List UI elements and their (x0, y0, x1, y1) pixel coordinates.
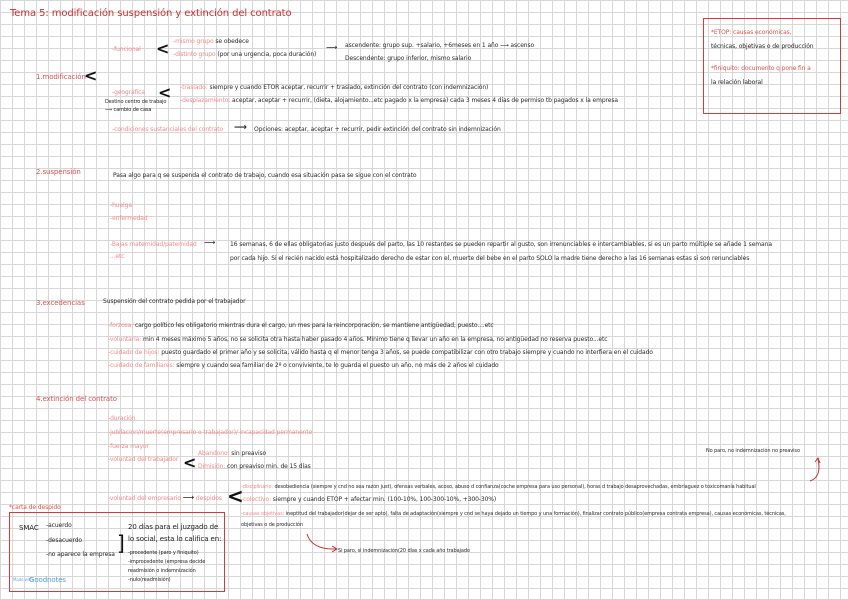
enfermedad-item: -enfermedad (110, 215, 148, 222)
excedencias-definition: Suspensión del contrato pedida por el trabajador (103, 298, 246, 305)
brace-icon: < (227, 484, 244, 508)
curved-arrow-icon (808, 455, 824, 483)
readmision-item: readmisión o indemnización (128, 568, 196, 574)
goodnotes-watermark: Goodnotes (29, 576, 66, 584)
hijos-line: -cuidado de hijos: puesto guardado el primer año y se solicita, válido hasta q el menor tenga 3 años, se puede compatibilizar con otro trabajo siempre y cuando no interfiera en el cuidado (108, 349, 653, 356)
mismo-grupo: -mismo grupo se obedece (173, 38, 249, 45)
no-aparece-item: -no aparece la empresa (46, 551, 115, 558)
nulo-item: -nulo(readmisión) (128, 577, 171, 583)
descendente-text: Descendente: grupo inferior, mismo salario (345, 55, 472, 62)
voluntaria-line: -voluntaria: min 4 meses máximo 5 años, no se solicita otra hasta haber pasado 4 años. Mínimo tiene q llevar un año en la empresa, no antigüedad no reserva puesto...etc (108, 336, 608, 343)
dias-text-2: lo social, esta lo califica en: (128, 535, 222, 543)
sustanciales-text: Opciones: aceptar, aceptar + recurrir, pedir extinción del contrato sin indemnización (254, 126, 501, 133)
brace-icon: < (158, 83, 172, 102)
voluntad-empresario-item: -voluntad del empresario ⟶ despidos (108, 493, 222, 502)
voluntad-trabajador-item: -voluntad del trabajador (108, 456, 179, 463)
objetivas-line-2: objetivas o de producción (241, 522, 303, 528)
smac-label: SMAC (19, 524, 39, 532)
brace-icon: < (84, 66, 98, 85)
definitions-box (703, 18, 841, 114)
abandono-line: Abandono: sin preaviso (198, 450, 267, 457)
page-title: Tema 5: modificación suspensión y extinción del contrato (10, 8, 292, 19)
acuerdo-item: -acuerdo (46, 522, 72, 529)
section-1-heading: 1.modificación (36, 73, 86, 81)
geo-note: Destino centro de trabajo (105, 99, 167, 105)
colectivo-line: -colectivo: siempre y cuando ETOP + afectar min. (100-10%, 100-300-10%, +300-30%) (241, 496, 497, 503)
funcional-label: -funcional (112, 46, 141, 53)
si-paro-note: Si paro, si indemnización(20 días x cada año trabajado (338, 548, 470, 554)
carta-despido-label: *carta de despido (9, 504, 61, 511)
improcedente-item: -improcedente (empresa decide (128, 559, 206, 565)
suspension-definition: Pasa algo para q se suspenda el contrato de trabajo, cuando esa situación pasa se sigue con el contrato (113, 172, 417, 179)
arrow-icon: ⟶ (326, 43, 338, 52)
desplazamiento-line: -desplazamiento: aceptar, aceptar + recurrir, (dieta, alojamiento...etc pagado x la empresa) cada 3 meses 4 días de permiso tb pagados x la empresa (180, 97, 618, 104)
arrow-icon: ⟶ (204, 238, 216, 247)
geo-note-2: ⟹ cambio de casa (105, 107, 152, 113)
distinto-grupo: -distinto grupo (por una urgencia, poca duración) (173, 51, 317, 58)
duracion-item: -duración (108, 415, 136, 422)
procedente-item: -procedente (paro y finiquito) (128, 550, 199, 556)
huelga-item: -huelga (110, 202, 132, 209)
disciplinario-line: -disciplinario: desobediencia (siempre y cnd no sea razón just), ofensas verbales, acoso, abuso d confianza(coche empresa para uso personal), horas d trabajo desaprovechadas, embriaguez o toxicomanía habitual (241, 484, 756, 490)
traslado-line: -traslado: siempre y cuando ETOR aceptar, recurrir + traslado, extinción del contrato (con indemnización) (180, 84, 489, 91)
ascendente-text: ascendente: grupo sup. +salario, +6meses en 1 año ⟶ ascenso (345, 42, 535, 49)
curved-arrow-icon (304, 532, 340, 554)
bracket-icon: ] (117, 531, 125, 555)
goodnotes-watermark-small: Made with (13, 577, 33, 582)
etop-definition: *ETOP: causas económicas, (711, 29, 792, 36)
objetivas-line: -causas objetivas: ineptitud del trabajador(dejar de ser apto), falta de adaptación(siempre y cnd se haya dejado un tiempo y una formación), finalizar contrato público(empresa contrata empresa), causas económicas, técnicas, (241, 511, 786, 517)
section-3-heading: 3.excedencias (36, 299, 85, 307)
section-2-heading: 2.suspensión (36, 168, 81, 176)
dias-text: 20 días para el juzgado de (128, 523, 219, 531)
section-4-heading: 4.extinción del contrato (36, 395, 117, 403)
bajas-text: 16 semanas, 6 de ellas obligatorias justo después del parto, las 10 restantes se pueden repartir al gusto, son irrenunciables e intercambiables, si es un parto múltiple se añade 1 semana (230, 241, 772, 248)
no-paro-note: No paro, no indemnización no preaviso (706, 448, 800, 454)
geografica-label: -geográfica (112, 89, 145, 96)
arrow-icon: ⟶ (234, 123, 247, 133)
brace-icon: < (156, 39, 170, 58)
finiquito-definition-cont: la relación laboral (711, 79, 763, 86)
arrow-icon: ⟶ (182, 493, 195, 502)
etop-definition-cont: técnicas, objetivas o de producción (711, 43, 814, 50)
forzosa-line: -forzosa: cargo político les obligatorio mientras dura el cargo, un mes para la reincorporación, se mantiene antigüedad, puesto....etc (108, 322, 494, 329)
fuerza-item: -fuerza mayor (108, 443, 149, 450)
sustanciales-label: -condiciones sustanciales del contrato (112, 126, 224, 133)
etc-item: ...etc (110, 253, 125, 260)
carta-despido-box (9, 512, 225, 592)
bajas-item: -Bajas maternidad/paternidad (110, 241, 197, 248)
desacuerdo-item: -desacuerdo (46, 537, 83, 544)
brace-icon: < (183, 453, 197, 472)
bajas-text-2: por cada hijo. Si el recién nacido está hospitalizado derecho de estar con el, muerte del bebe en el parto SOLO la madre tiene derecho a las 16 semanas estas si son renunciables (230, 255, 750, 262)
finiquito-definition: *finiquito: documento q pone fin a (711, 65, 811, 72)
jubilacion-item: -jubilación/muerte(empresario o trabajador)/ incapacidad permanente (108, 429, 313, 436)
familiares-line: -cuidado de familiares: siempre y cuando sea familiar de 2º o conviviente, te lo guarda el puesto un año, no más de 2 años el cuidado (108, 362, 499, 369)
dimision-line: Dimisión: con preaviso min. de 15 días (198, 463, 311, 470)
